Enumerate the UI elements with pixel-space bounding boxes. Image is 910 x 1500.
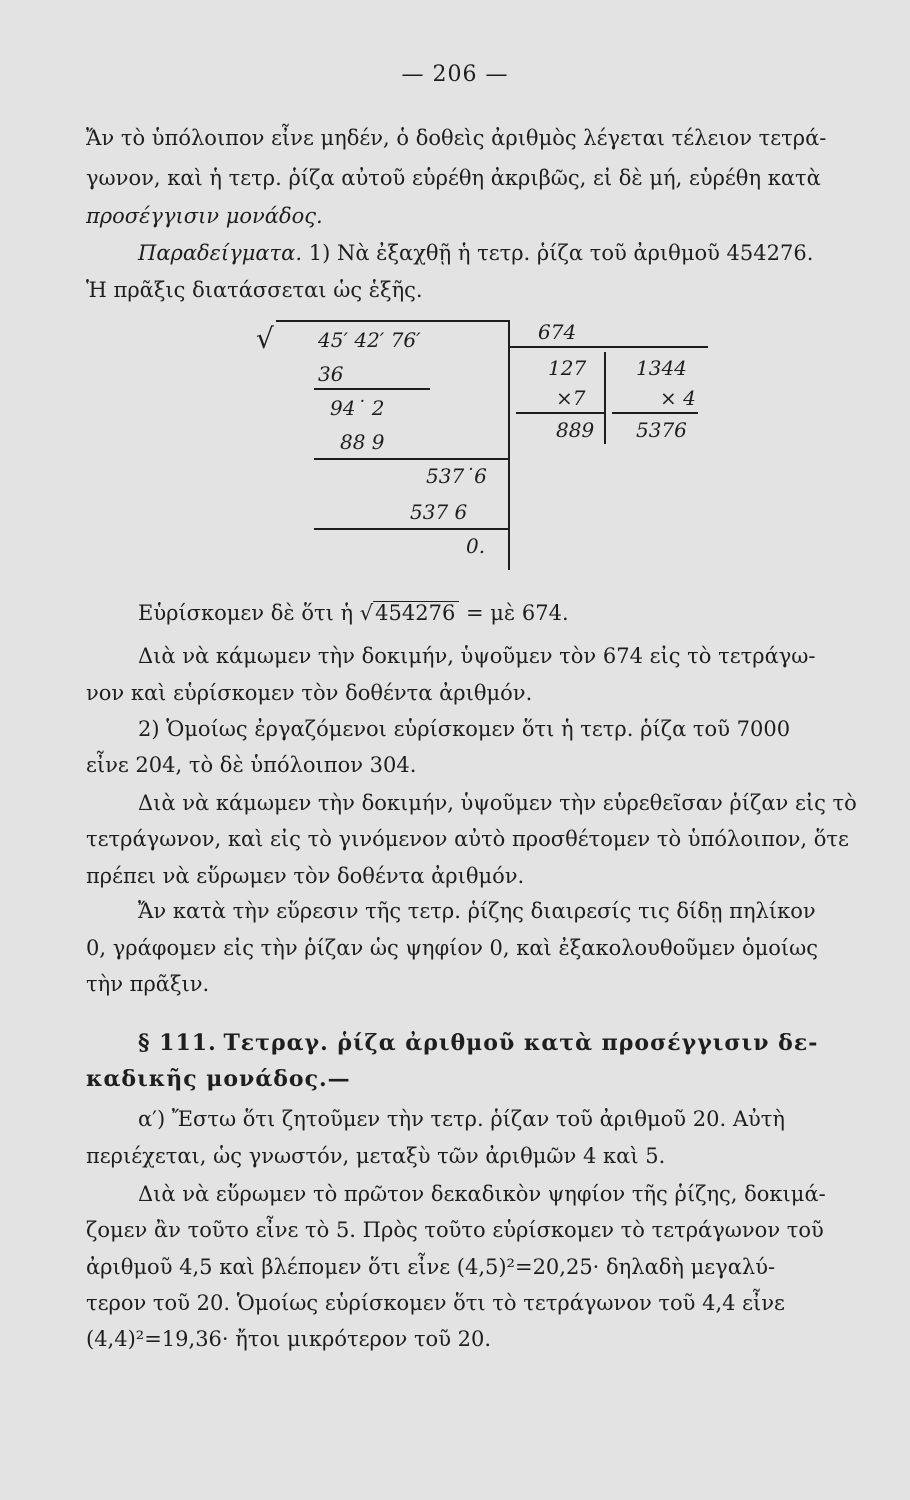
digit-groups: 45′ 42′ 76′ — [318, 328, 421, 352]
text-line: νον καὶ εὑρίσκομεν τὸν δοθέντα ἀριθμόν. — [86, 681, 533, 705]
result-text: Εὑρίσκομεν δὲ ὅτι ἡ √ — [138, 601, 374, 625]
calc-rule — [314, 528, 510, 530]
section-title: καδικῆς μονάδος.— — [86, 1066, 351, 1092]
page-number: — 206 — — [401, 62, 509, 87]
calc-row: 36 — [318, 362, 344, 386]
text-line: τὴν πρᾶξιν. — [86, 972, 210, 996]
text-line: Ἡ πρᾶξις διατάσσεται ὡς ἑξῆς. — [86, 278, 423, 302]
trial-product: 889 — [556, 418, 595, 442]
text-line: 2) Ὁμοίως ἐργαζόμενοι εὑρίσκομεν ὅτι ἡ τετρ. ῥίζα τοῦ 7000 — [138, 717, 791, 741]
example-1-text: 1) Νὰ ἐξαχθῇ ἡ τετρ. ῥίζα τοῦ ἀριθμοῦ 454276. — [308, 241, 814, 265]
trial-divisor: 127 — [548, 356, 587, 380]
text-line: πρέπει νὰ εὕρωμεν τὸν δοθέντα ἀριθμόν. — [86, 864, 525, 888]
square-root-computation — [0, 0, 910, 600]
section-number: § 111. — [138, 1030, 217, 1056]
radicand: 454276 — [373, 601, 459, 625]
text-line: περιέχεται, ὡς γνωστόν, μεταξὺ τῶν ἀριθμῶν 4 καὶ 5. — [86, 1144, 666, 1168]
text-line: Ἄν κατὰ τὴν εὕρεσιν τῆς τετρ. ῥίζης διαιρεσίς τις δίδῃ πηλίκον — [138, 899, 816, 923]
text-line: ἀριθμοῦ 4,5 καὶ βλέπομεν ὅτι εἶνε (4,5)²=20,25· δηλαδὴ μεγαλύ- — [86, 1255, 776, 1279]
trial-divisor: 1344 — [636, 356, 687, 380]
trial-rule — [612, 412, 698, 414]
root-result: 674 — [538, 320, 577, 344]
calc-remainder: 0. — [466, 534, 486, 558]
trial-separator — [604, 352, 606, 444]
result-text: = μὲ 674. — [466, 601, 569, 625]
calc-row: 537 6 — [410, 500, 468, 524]
text-line: Ἄν τὸ ὑπόλοιπον εἶνε μηδέν, ὁ δοθεὶς ἀριθμὸς λέγεται τέλειον τετρά- — [86, 126, 827, 150]
trial-rule — [516, 412, 604, 414]
text-line: εἶνε 204, τὸ δὲ ὑπόλοιπον 304. — [86, 753, 417, 777]
section-title: Τετραγ. ῥίζα ἀριθμοῦ κατὰ προσέγγισιν δε- — [223, 1030, 819, 1056]
divider-vertical — [508, 320, 510, 570]
calc-rule — [314, 388, 430, 390]
result-line — [138, 601, 569, 625]
text-line: α′) Ἔστω ὅτι ζητοῦμεν τὴν τετρ. ῥίζαν τοῦ ἀριθμοῦ 20. Αὐτὴ — [138, 1107, 785, 1131]
text-line: (4,4)²=19,36· ἤτοι μικρότερον τοῦ 20. — [86, 1327, 492, 1351]
root-underline — [508, 346, 708, 348]
calc-rule — [314, 458, 510, 460]
section-heading-cont — [86, 1068, 351, 1090]
text-line: ζομεν ἂν τοῦτο εἶνε τὸ 5. Πρὸς τοῦτο εὑρίσκομεν τὸ τετράγωνον τοῦ — [86, 1218, 824, 1242]
radical-sign: √ — [256, 322, 274, 355]
text-line: 0, γράφομεν εἰς τὴν ῥίζαν ὡς ψηφίον 0, καὶ ἐξακολουθοῦμεν ὁμοίως — [86, 936, 819, 960]
text-line: Διὰ νὰ κάμωμεν τὴν δοκιμήν, ὑψοῦμεν τὸν 674 εἰς τὸ τετράγω- — [138, 644, 816, 668]
trial-multiplier: ×7 — [556, 386, 586, 410]
text-line: Διὰ νὰ κάμωμεν τὴν δοκιμήν, ὑψοῦμεν τὴν εὑρεθεῖσαν ῥίζαν εἰς τὸ — [138, 791, 857, 815]
trial-multiplier: × 4 — [660, 386, 696, 410]
calc-row: 94˙ 2 — [330, 396, 385, 420]
radical-bar — [276, 320, 508, 322]
examples-label: Παραδείγματα. — [138, 241, 303, 265]
trial-product: 5376 — [636, 418, 687, 442]
calc-row: 537˙6 — [426, 464, 487, 488]
section-heading — [138, 1032, 818, 1054]
text-line: γωνον, καὶ ἡ τετρ. ῥίζα αὐτοῦ εὑρέθη ἀκριβῶς, εἰ δὲ μή, εὑρέθη κατὰ — [86, 166, 821, 190]
calc-row: 88 9 — [340, 430, 385, 454]
text-line: προσέγγισιν μονάδος. — [86, 204, 323, 228]
text-line: Διὰ νὰ εὕρωμεν τὸ πρῶτον δεκαδικὸν ψηφίον τῆς ῥίζης, δοκιμά- — [138, 1182, 826, 1206]
text-line: τετράγωνον, καὶ εἰς τὸ γινόμενον αὐτὸ προσθέτομεν τὸ ὑπόλοιπον, ὅτε — [86, 827, 849, 851]
text-line: τερον τοῦ 20. Ὁμοίως εὑρίσκομεν ὅτι τὸ τετράγωνον τοῦ 4,4 εἶνε — [86, 1291, 785, 1315]
